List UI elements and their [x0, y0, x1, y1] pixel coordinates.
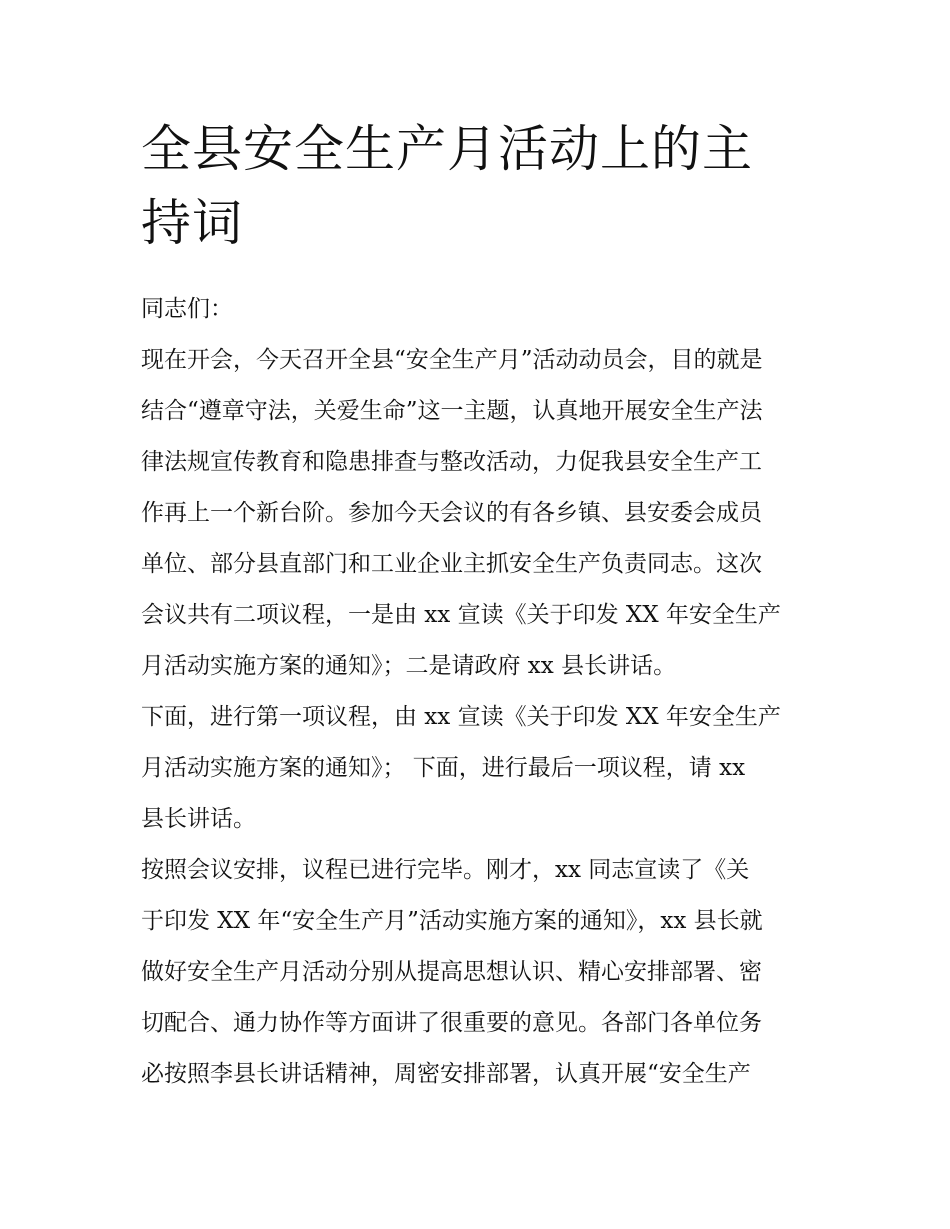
- paragraph-line: 必按照李县长讲话精神，周密安排部署，认真开展“安全生产: [141, 1061, 751, 1087]
- paragraph-closing: [141, 845, 816, 1100]
- paragraph-line: 按照会议安排，议程已进行完毕。刚才，xx 同志宣读了《关: [141, 857, 750, 883]
- paragraph-line: 单位、部分县直部门和工业企业主抓安全生产负责同志。这次: [141, 551, 762, 577]
- paragraph-line: 县长讲话。: [141, 806, 256, 832]
- document-body: [141, 112, 816, 1100]
- paragraph-line: 会议共有二项议程，一是由 xx 宣读《关于印发 XX 年安全生产: [141, 602, 781, 628]
- paragraph-line: 结合“遵章守法，关爱生命”这一主题，认真地开展安全生产法: [141, 398, 763, 424]
- salutation: 同志们：: [141, 296, 233, 322]
- paragraph-line: 于印发 XX 年“安全生产月”活动实施方案的通知》，xx 县长就: [141, 908, 763, 934]
- paragraph-agenda: [141, 692, 816, 845]
- paragraph-line: 月活动实施方案的通知》；二是请政府 xx 县长讲话。: [141, 653, 677, 679]
- paragraph-line: 做好安全生产月活动分别从提高思想认识、精心安排部署、密: [141, 959, 762, 985]
- document-title: 全县安全生产月活动上的主持词: [141, 120, 753, 252]
- paragraph-line: 月活动实施方案的通知》； 下面，进行最后一项议程，请 xx: [141, 755, 746, 781]
- paragraph-line: 下面，进行第一项议程，由 xx 宣读《关于印发 XX 年安全生产: [141, 704, 781, 730]
- paragraph-line: 律法规宣传教育和隐患排查与整改活动，力促我县安全生产工: [141, 449, 762, 475]
- paragraph-opening: [141, 335, 816, 692]
- paragraph-line: 作再上一个新台阶。参加今天会议的有各乡镇、县安委会成员: [141, 500, 762, 526]
- paragraph-line: 切配合、通力协作等方面讲了很重要的意见。各部门各单位务: [141, 1010, 762, 1036]
- paragraph-line: 现在开会，今天召开全县“安全生产月”活动动员会，目的就是: [141, 347, 763, 373]
